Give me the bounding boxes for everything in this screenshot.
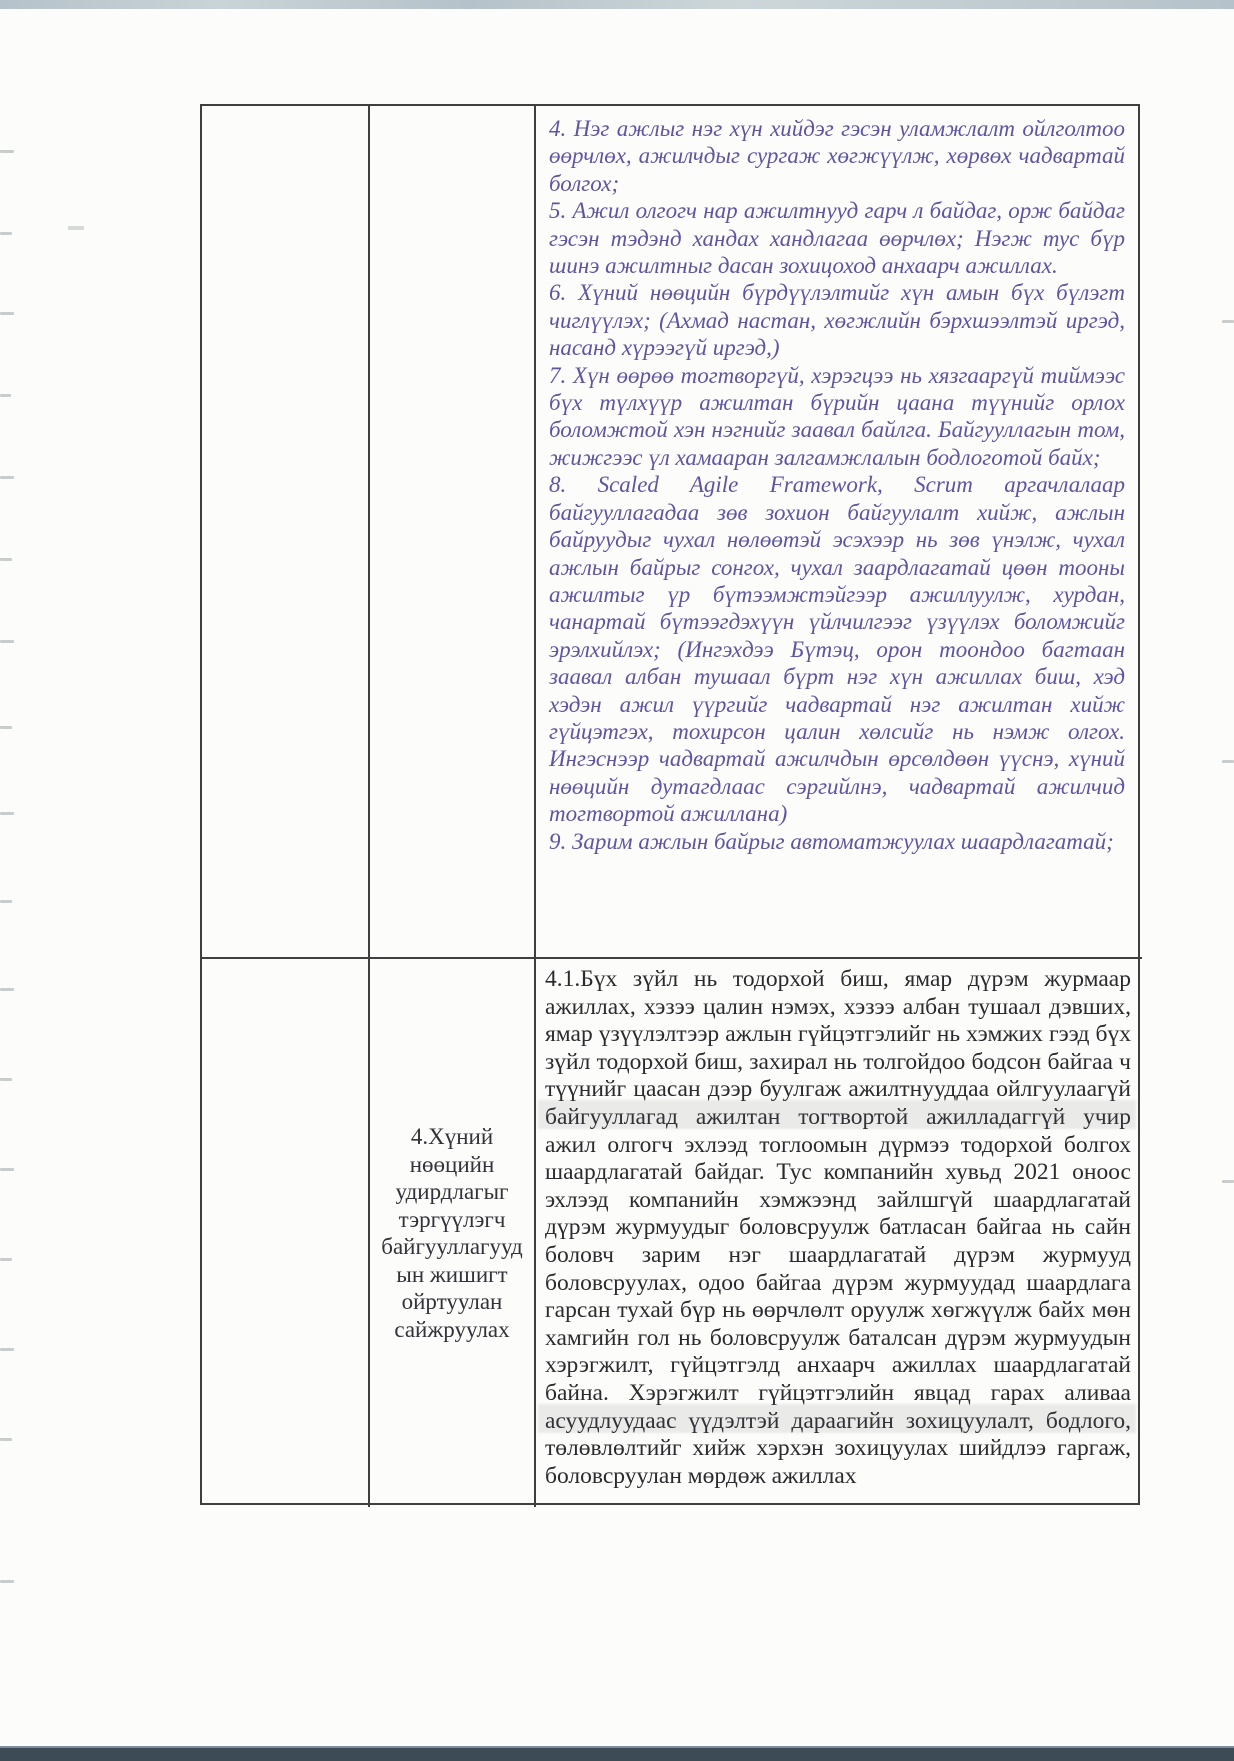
scan-artifact-top-bar xyxy=(0,0,1234,9)
scan-noise-dash xyxy=(1222,760,1234,763)
strategy-item-4: 4. Нэг ажлыг нэг хүн хийдэг гэсэн уламжлалт ойлголтоо өөрчлөх, ажилчдыг сургаж хөгжүүлж, хөрвөх чадвартай болгох; xyxy=(549,116,1125,196)
scan-noise-dash xyxy=(0,812,14,815)
scan-noise-dash xyxy=(68,226,84,230)
scan-noise-dash xyxy=(0,1348,14,1351)
strategy-item-7: 7. Хүн өөрөө тогтворгүй, хэрэгцээ нь хязгааргүй тиймээс бүх түлхүүр ажилтан бүрийн цаана түүнийг орлох боломжтой хэн нэгнийг заавал байлга. Байгууллагын том, жижгээс үл хамааран залгамжлалын бодлоготой байх; xyxy=(549,362,1125,470)
scan-artifact-bottom-bar xyxy=(0,1746,1234,1761)
table-cell-row-label xyxy=(370,959,536,1507)
scan-noise-dash xyxy=(0,394,11,397)
scan-noise-dash xyxy=(0,640,14,643)
strategy-item-5: 5. Ажил олгогч нар ажилтнууд гарч л байдаг, орж байдаг гэсэн тэдэнд хандах хандлагаа өөрчлөх; Нэгж тус бүр шинэ ажилтныг дасан зохицоход анхаарч ажиллах. xyxy=(549,198,1125,279)
table-cell-body-text xyxy=(536,959,1142,1507)
strategy-item-6: 6. Хүний нөөцийн бүрдүүлэлтийг хүн амын бүх бүлэгт чиглүүлэх; (Ахмад настан, хөгжлийн бэрхшээлтэй иргэд, насанд хүрээгүй иргэд,) xyxy=(549,280,1125,361)
scan-noise-dash xyxy=(0,1580,14,1583)
row-label: 4.Хүний нөөцийн удирдлагыг тэргүүлэгч байгууллагууд ын жишигт ойртуулан сайжруулах xyxy=(381,1124,523,1342)
scan-noise-dash xyxy=(0,476,14,479)
scan-noise-dash xyxy=(0,232,12,235)
scan-noise-dash xyxy=(0,150,14,153)
table-cell-r1c2-empty xyxy=(370,106,536,959)
strategy-item-9: 9. Зарим ажлын байрыг автоматжуулах шаардлагатай; xyxy=(549,828,1114,854)
table-cell-r2c1-empty xyxy=(202,959,370,1507)
scan-noise-dash xyxy=(0,1438,12,1441)
scan-noise-dash xyxy=(1222,1180,1234,1183)
scan-noise-dash xyxy=(0,726,12,729)
document-table xyxy=(200,104,1140,1505)
strategy-item-8: 8. Scaled Agile Framework, Scrum аргачлалаар байгууллагадаа зөв зохион байгуулалт хийж, ажлын байруудыг чухал нөлөөтэй эсэхээр нь зөв үнэлж, чухал ажлын байрыг сонгох, чухал заардлагатай цөөн тооны ажилтыг үр бүтээмжтэйгээр ажиллуулж, хурдан, чанартай бүтээгдэхүүн үйлчилгээг үзүүлэх боломжийг эрэлхийлэх; (Ингэхдээ Бүтэц, орон тоондоо багтаан заавал албан тушаал бүрт нэг хүн ажиллах биш, хэд хэдэн ажил үүргийг чадвартай нэг ажилтан хийж гүйцэтгэх, тохирсон цалин хөлсийг нь нэмж олгох. Ингэснээр чадвартай ажилчдын өрсөлдөөн үүснэ, хүний нөөцийн дутагдлаас сэргийлнэ, чадвартай ажилчид тогтвортой ажиллана) xyxy=(549,472,1125,827)
body-paragraph: 4.1.Бүх зүйл нь тодорхой биш, ямар дүрэм журмаар ажиллах, хэзээ цалин нэмэх, хэзээ албан тушаал дэвших, ямар үзүүлэлтээр ажлын гүйцэтгэлийг нь хэмжих гээд бүх зүйл тодорхой биш, захирал нь толгойдоо бодсон байгаа ч түүнийг цаасан дээр буулгаж ажилтнууддаа ойлгуулаагүй байгууллагад ажилтан тогтвортой ажилладаггүй учир ажил олгогч эхлээд тоглоомын дүрмээ тодорхой болгох шаардлагатай байдаг. Тус компанийн хувьд 2021 оноос эхлээд компанийн хэмжээнд зайлшгүй шаардлагатай дүрэм журмуудыг боловсруулж батласан байгаа нь сайн боловч зарим нэг шаардлагатай дүрэм журмууд боловсруулах, одоо байгаа дүрэм журмуудад шаардлага гарсан тухай бүр нь өөрчлөлт оруулж хөгжүүлж байх мөн хамгийн гол нь боловсруулж баталсан дүрэм журмуудын хэрэгжилт, гүйцэтгэлд анхаарч ажиллах шаардлагатай байна. Хэрэгжилт гүйцэтгэлийн явцад гарах аливаа асуудлуудаас үүдэлтэй дараагийн зохицуулалт, бодлого, төлөвлөлтийг хийж хэрхэн зохицуулах шийдлээ гаргаж, боловсруулан мөрдөж ажиллах xyxy=(545,966,1131,1489)
scan-noise-dash xyxy=(1222,320,1234,323)
scan-noise-dash xyxy=(0,312,14,315)
table-cell-r1c1-empty xyxy=(202,106,370,959)
scan-noise-dash xyxy=(0,988,14,991)
table-cell-strategy-items xyxy=(536,106,1142,959)
scan-noise-dash xyxy=(0,1258,12,1261)
scan-noise-dash xyxy=(0,1078,12,1081)
scan-noise-dash xyxy=(0,558,12,561)
scan-noise-dash xyxy=(0,900,12,903)
scan-noise-dash xyxy=(0,1168,14,1171)
